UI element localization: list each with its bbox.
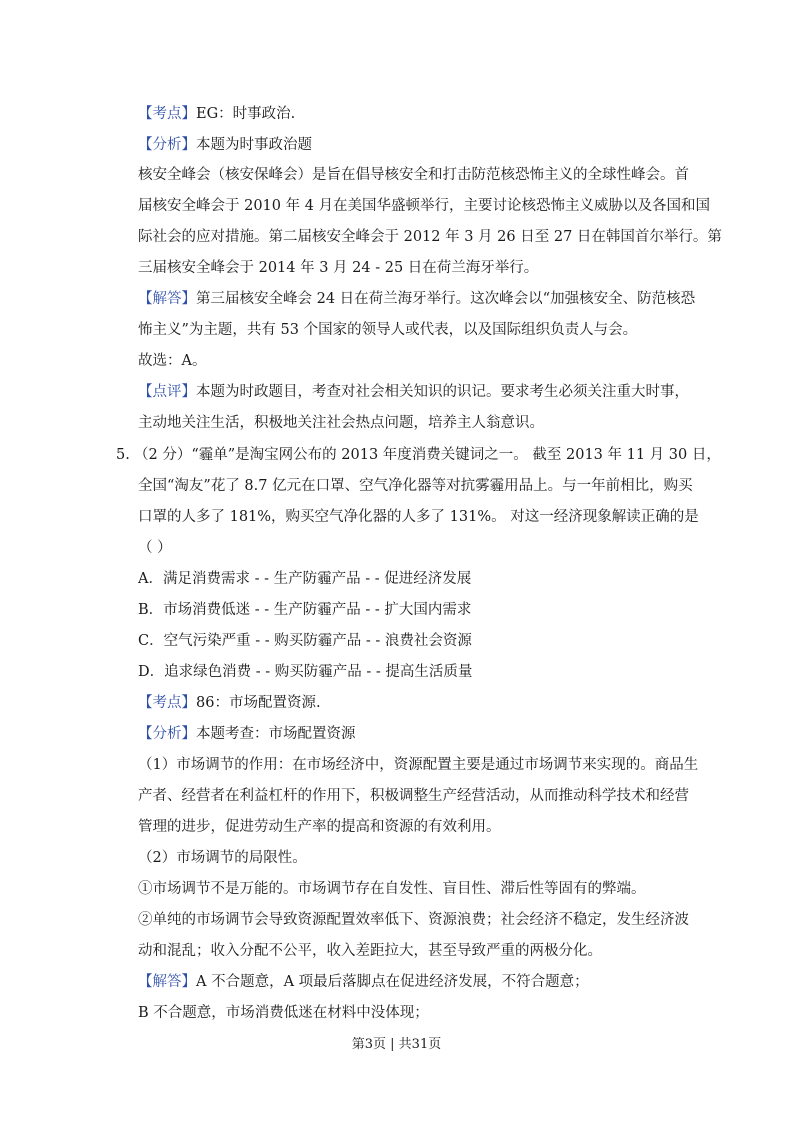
paragraph-line: 三届核安全峰会于 2014 年 3 月 24 - 25 日在荷兰海牙举行。	[138, 260, 539, 276]
option-c: C．空气污染严重 - - 购买防霾产品 - - 浪费社会资源	[138, 633, 472, 649]
dianping-line-1: 【点评】本题为时政题目，考查对社会相关知识的识记。要求考生必须关注重大时事，	[138, 384, 689, 400]
jieda-line-2: 【解答】A 不合题意，A 项最后落脚点在促进经济发展，不符合题意；	[138, 974, 589, 990]
option-a: A．满足消费需求 - - 生产防霾产品 - - 促进经济发展	[138, 571, 472, 587]
option-d: D．追求绿色消费 - - 购买防霾产品 - - 提高生活质量	[138, 664, 473, 680]
answer-line: 故选：A。	[138, 353, 207, 369]
kaodian-line-1: 【考点】EG：时事政治.	[138, 106, 296, 122]
question-number: 5.	[116, 447, 130, 463]
jieda-tag: 【解答】	[138, 291, 196, 307]
analysis-line: 产者、经营者在利益杠杆的作用下，积极调整生产经营活动，从而推动科学技术和经营	[138, 788, 689, 804]
option-b: B．市场消费低迷 - - 生产防霾产品 - - 扩大国内需求	[138, 602, 472, 618]
kaodian-line-2: 【考点】86：市场配置资源.	[138, 695, 321, 711]
question-stem-line: （ ）	[138, 540, 172, 556]
fenxi-line-2: 【分析】本题考查：市场配置资源	[138, 726, 356, 742]
paragraph-line: 主动地关注生活，积极地关注社会热点问题，培养主人翁意识。	[138, 415, 544, 431]
answer-line: B 不合题意，市场消费低迷在材料中没体现；	[138, 1005, 429, 1021]
analysis-line: 动和混乱；收入分配不公平，收入差距拉大，甚至导致严重的两极分化。	[138, 943, 602, 959]
dianping-tag: 【点评】	[138, 384, 196, 400]
question-stem-line: 口罩的人多了 181%，购买空气净化器的人多了 131%。 对这一经济现象解读正确的是	[138, 509, 699, 525]
paragraph-line: 际社会的应对措施。第二届核安全峰会于 2012 年 3 月 26 日至 27 日在韩国首尔举行。第	[138, 229, 722, 245]
analysis-line: ①市场调节不是万能的。市场调节存在自发性、盲目性、滞后性等固有的弊端。	[138, 881, 646, 897]
page-footer: 第3页 | 共31页	[351, 1037, 442, 1052]
jieda-line-1: 【解答】第三届核安全峰会 24 日在荷兰海牙举行。这次峰会以“加强核安全、防范核恐	[138, 291, 696, 307]
analysis-line: （1）市场调节的作用：在市场经济中，资源配置主要是通过市场调节来实现的。商品生	[138, 757, 699, 773]
paragraph-line: 怖主义”为主题，共有 53 个国家的领导人或代表，以及国际组织负责人与会。	[138, 322, 638, 338]
fenxi-line-1: 【分析】本题为时事政治题	[138, 137, 312, 153]
kaodian-tag: 【考点】	[138, 695, 196, 711]
analysis-line: 管理的进步，促进劳动生产率的提高和资源的有效利用。	[138, 819, 501, 835]
fenxi-tag: 【分析】	[138, 726, 196, 742]
question-stem-line: （2 分）“霾单”是淘宝网公布的 2013 年度消费关键词之一。 截至 2013 年 11 月 30 日，	[134, 447, 721, 463]
jieda-tag: 【解答】	[138, 974, 196, 990]
fenxi-tag: 【分析】	[138, 137, 196, 153]
paragraph-line: 核安全峰会（核安保峰会）是旨在倡导核安全和打击防范核恐怖主义的全球性峰会。首	[138, 167, 689, 183]
question-stem-line: 全国“淘友”花了 8.7 亿元在口罩、空气净化器等对抗雾霾用品上。与一年前相比，购买	[138, 478, 693, 494]
analysis-line: ②单纯的市场调节会导致资源配置效率低下、资源浪费；社会经济不稳定，发生经济波	[138, 912, 689, 928]
analysis-line: （2）市场调节的局限性。	[138, 850, 307, 866]
kaodian-tag: 【考点】	[138, 106, 196, 122]
paragraph-line: 届核安全峰会于 2010 年 4 月在美国华盛顿举行，主要讨论核恐怖主义威胁以及各国和国	[138, 198, 711, 214]
